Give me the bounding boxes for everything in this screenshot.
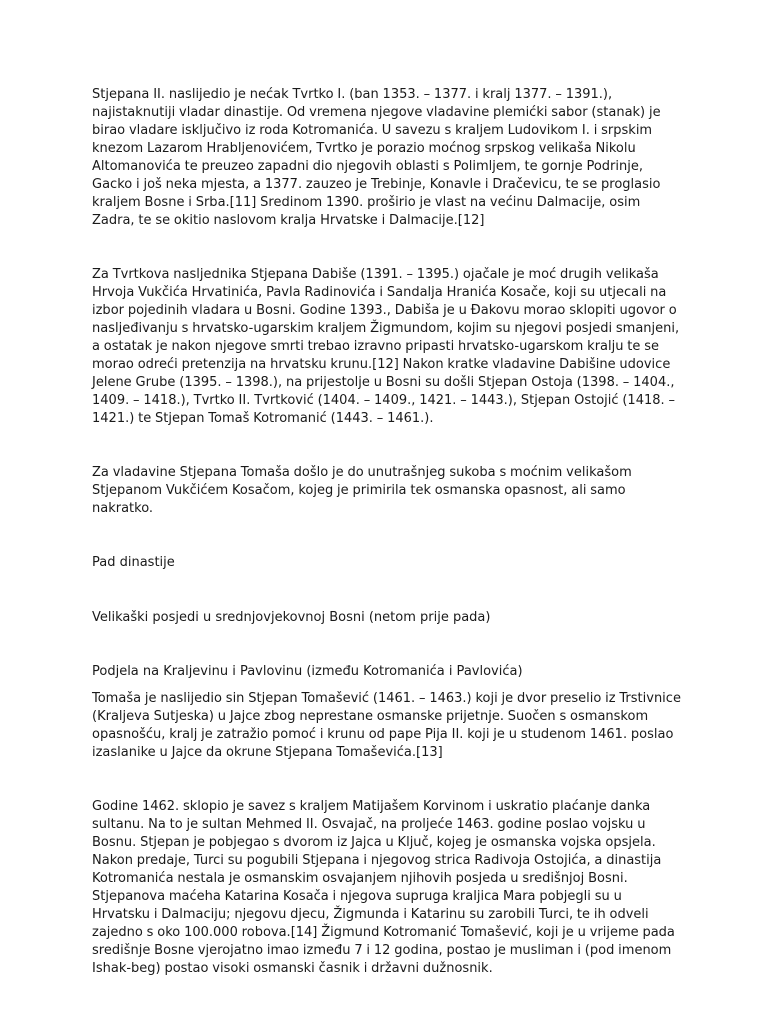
heading-pad-dinastije: Pad dinastije [92,555,175,570]
document-page [92,86,682,978]
paragraph-pad: Godine 1462. sklopio je savez s kraljem Matijašem Korvinom i uskratio plaćanje danka sultanu. Na to je sultan Mehmed II. Osvajač, na proljeće 1463. godine poslao vojsku u Bosnu. Stjepan je pobjegao s dvorom iz Jajca u Ključ, kojeg je osmanska vojska opsjela. Nakon predaje, Turci su pogubili Stjepana i njegovog strica Radivoja Ostojića, a dinastija Kotromanića nestala je osmanskim osvajanjem njihovih posjeda u središnjoj Bosni. Stjepanova maćeha Katarina Kosača i njegova supruga kraljica Mara pobjegli su u Hrvatsku i Dalmaciju; njegovu djecu, Žigmunda i Katarinu su zarobili Turci, te ih odveli zajedno s oko 100.000 robova.[14] Žigmund Kotromanić Tomašević, koji je u vrijeme pada središnje Bosne vjerojatno imao između 7 i 12 godina, postao je musliman i (pod imenom Ishak-beg) postao visoki osmanski časnik i državni dužnosnik. [92,799,675,976]
paragraph-tvrtko: Stjepana II. naslijedio je nećak Tvrtko I. (ban 1353. – 1377. i kralj 1377. – 1391.), najistaknutiji vladar dinastije. Od vremena njegove vladavine plemićki sabor (stanak) je birao vladare isključivo iz roda Kotromanića. U savezu s kraljem Ludovikom I. i srpskim knezom Lazarom Hrabljenovićem, Tvrtko je porazio moćnog srpskog velikaša Nikolu Altomanovića te preuzeo zapadni dio njegovih oblasti s Polimljem, te gornje Podrinje, Gacko i još neka mjesta, a 1377. zauzeo je Trebinje, Konavle i Dračevicu, te se proglasio kraljem Bosne i Srba.[11] Sredinom 1390. proširio je vlast na većinu Dalmacije, osim Zadra, te se okitio naslovom kralja Hrvatske i Dalmacije.[12] [92,87,661,228]
paragraph-tomas: Za vladavine Stjepana Tomaša došlo je do unutrašnjeg sukoba s moćnim velikašom Stjepanom Vukčićem Kosačom, kojeg je primirila tek osmanska opasnost, ali samo nakratko. [92,465,632,516]
heading-velikaski-posjedi: Velikaški posjedi u srednjovjekovnoj Bosni (netom prije pada) [92,610,491,625]
paragraph-dabisa: Za Tvrtkova nasljednika Stjepana Dabiše (1391. – 1395.) ojačale je moć drugih velikaša Hrvoja Vukčića Hrvatinića, Pavla Radinovića i Sandalja Hranića Kosače, koji su utjecali na izbor pojedinih vladara u Bosni. Godine 1393., Dabiša je u Đakovu morao sklopiti ugovor o nasljeđivanju s hrvatsko-ugarskim kraljem Žigmundom, kojim su njegovi posjedi smanjeni, a ostatak je nakon njegove smrti trebao izravno pripasti hrvatsko-ugarskom kralju te se morao odreći pretenzija na hrvatsku krunu.[12] Nakon kratke vladavine Dabišine udovice Jelene Grube (1395. – 1398.), na prijestolje u Bosni su došli Stjepan Ostoja (1398. – 1404., 1409. – 1418.), Tvrtko II. Tvrtković (1404. – 1409., 1421. – 1443.), Stjepan Ostojić (1418. – 1421.) te Stjepan Tomaš Kotromanić (1443. – 1461.). [92,267,680,426]
heading-podjela: Podjela na Kraljevinu i Pavlovinu (između Kotromanića i Pavlovića) [92,664,523,679]
paragraph-tomasevic: Tomaša je naslijedio sin Stjepan Tomašević (1461. – 1463.) koji je dvor preselio iz Trstivnice (Kraljeva Sutjeska) u Jajce zbog neprestane osmanske prijetnje. Suočen s osmanskom opasnošću, kralj je zatražio pomoć i krunu od pape Pija II. koji je u studenom 1461. poslao izaslanike u Jajce da okrune Stjepana Tomaševića.[13] [92,691,681,760]
